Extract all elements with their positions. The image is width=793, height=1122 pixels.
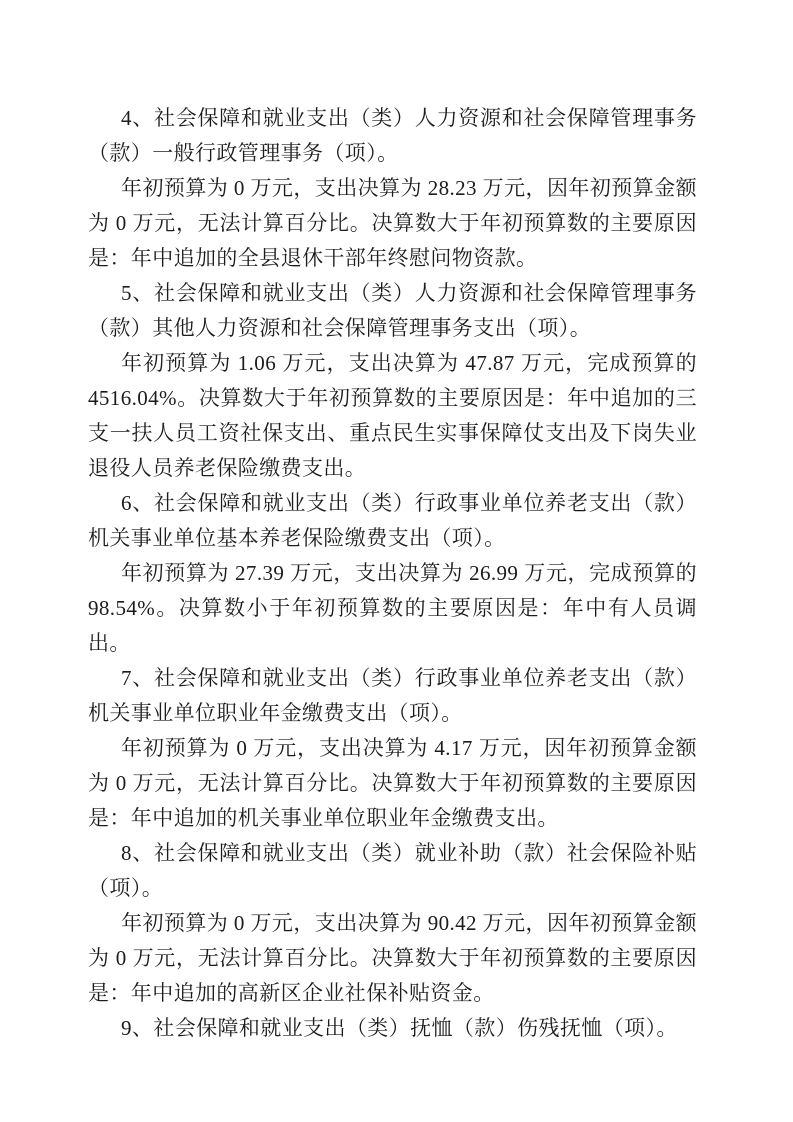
paragraph-item-8-heading: 8、社会保障和就业支出（类）就业补助（款）社会保险补贴（项）。: [88, 841, 697, 900]
paragraph-item-9-heading: 9、社会保障和就业支出（类）抚恤（款）伤残抚恤（项）。: [121, 1016, 678, 1040]
paragraph-item-8-detail: 年初预算为 0 万元，支出决算为 90.42 万元，因年初预算金额为 0 万元，无法计算百分比。决算数大于年初预算数的主要原因是：年中追加的高新区企业社保补贴资金。: [88, 911, 697, 1005]
paragraph-item-5-detail: 年初预算为 1.06 万元，支出决算为 47.87 万元，完成预算的 4516.04%。决算数大于年初预算数的主要原因是：年中追加的三支一扶人员工资社保支出、重点民生实事保障仗支出及下岗失业退役人员养老保险缴费支出。: [88, 351, 697, 480]
paragraph-item-4-heading: 4、社会保障和就业支出（类）人力资源和社会保障管理事务（款）一般行政管理事务（项）。: [88, 106, 697, 165]
paragraph-item-7-detail: 年初预算为 0 万元，支出决算为 4.17 万元，因年初预算金额为 0 万元，无法计算百分比。决算数大于年初预算数的主要原因是：年中追加的机关事业单位职业年金缴费支出。: [88, 736, 697, 830]
paragraph-item-4-detail: 年初预算为 0 万元，支出决算为 28.23 万元，因年初预算金额为 0 万元，无法计算百分比。决算数大于年初预算数的主要原因是：年中追加的全县退休干部年终慰问物资款。: [88, 176, 697, 270]
paragraph-item-6-detail: 年初预算为 27.39 万元，支出决算为 26.99 万元，完成预算的 98.54%。决算数小于年初预算数的主要原因是：年中有人员调出。: [88, 561, 697, 655]
paragraph-item-6-heading: 6、社会保障和就业支出（类）行政事业单位养老支出（款）机关事业单位基本养老保险缴费支出（项）。: [88, 491, 697, 550]
document-body: [88, 101, 697, 1046]
paragraph-item-5-heading: 5、社会保障和就业支出（类）人力资源和社会保障管理事务（款）其他人力资源和社会保障管理事务支出（项）。: [88, 281, 697, 340]
paragraph-item-7-heading: 7、社会保障和就业支出（类）行政事业单位养老支出（款）机关事业单位职业年金缴费支出（项）。: [88, 666, 697, 725]
